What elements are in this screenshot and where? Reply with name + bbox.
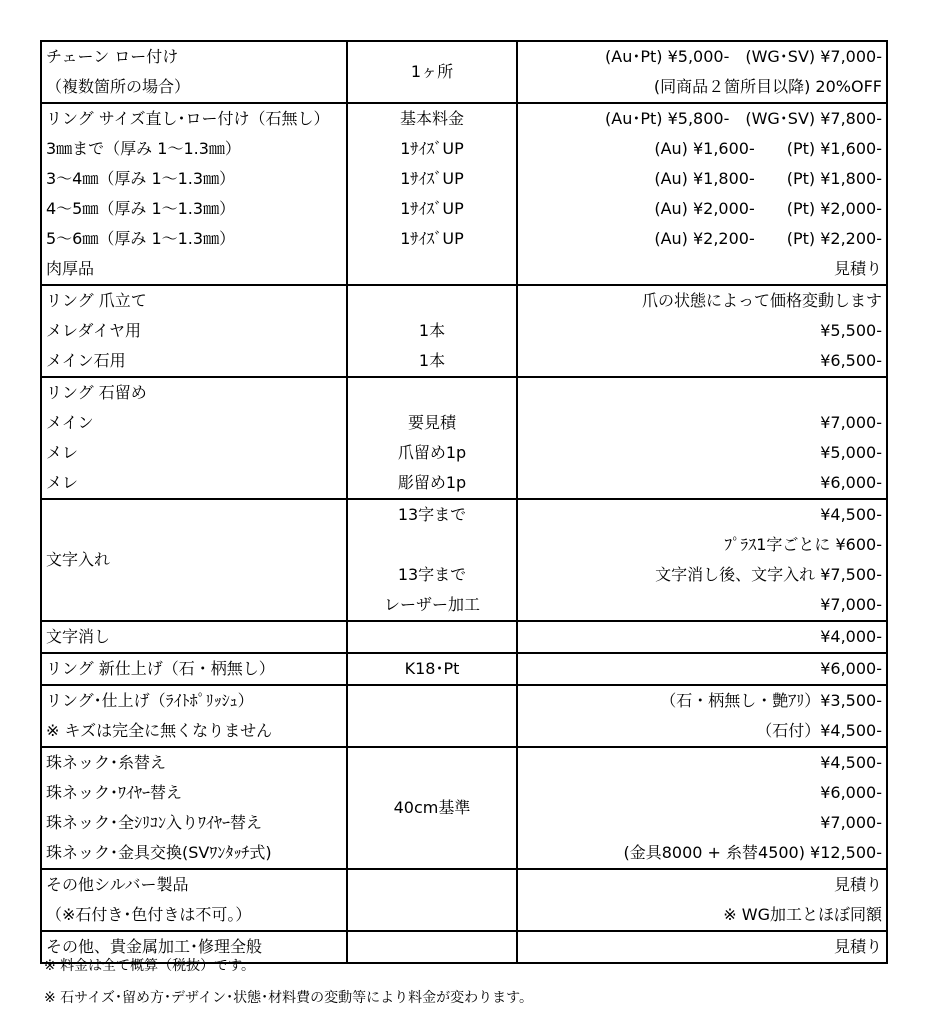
price-text: 爪の状態によって価格変動します xyxy=(641,291,882,310)
price-text: (同商品２箇所目以降) 20%OFF xyxy=(653,77,882,96)
price-cell xyxy=(517,653,887,685)
service-cell xyxy=(41,747,347,869)
unit-cell xyxy=(347,621,517,653)
unit-text: レーザー加工 xyxy=(383,595,480,614)
service-cell xyxy=(41,621,347,653)
price-cell xyxy=(517,931,887,963)
price-text: ¥4,500- xyxy=(820,505,882,524)
service-text: リング 石留め xyxy=(46,383,147,402)
service-text: メイン石用 xyxy=(46,351,126,370)
service-text: 珠ネック･糸替え xyxy=(46,753,167,772)
price-cell xyxy=(517,41,887,103)
service-cell xyxy=(41,285,347,377)
price-text: ¥6,000- xyxy=(820,473,882,492)
unit-text xyxy=(348,254,516,284)
unit-cell xyxy=(347,285,517,377)
price-text: ¥4,500- xyxy=(820,753,882,772)
service-cell xyxy=(41,377,347,499)
unit-text: 要見積 xyxy=(407,413,456,432)
price-text: ¥5,000- xyxy=(820,443,882,462)
unit-text xyxy=(348,870,516,900)
service-text: メレダイヤ用 xyxy=(46,321,142,340)
price-text: ※ WG加工とほぼ同額 xyxy=(723,905,882,924)
unit-text: 1ヶ所 xyxy=(410,62,454,81)
service-cell xyxy=(41,499,347,621)
service-text: 3㎜まで（厚み 1～1.3㎜） xyxy=(46,139,241,158)
unit-text xyxy=(348,900,516,930)
unit-text: 1ｻｲｽﾞUP xyxy=(400,199,464,218)
service-text: 文字消し xyxy=(46,627,111,646)
unit-text: 1本 xyxy=(418,321,446,340)
unit-text: K18･Pt xyxy=(404,659,460,678)
price-text: ﾌﾟﾗｽ1字ごとに ¥600- xyxy=(724,535,882,554)
table-row xyxy=(41,869,887,931)
price-text: 見積り xyxy=(833,259,882,278)
unit-text: 彫留め1p xyxy=(397,473,467,492)
price-text: (Au) ¥2,200- (Pt) ¥2,200- xyxy=(654,229,882,248)
table-row xyxy=(41,685,887,747)
price-text: （石・柄無し・艶ｱﾘ）¥3,500- xyxy=(660,691,882,710)
unit-text: 40cm基準 xyxy=(393,798,471,817)
service-text: 4～5㎜（厚み 1～1.3㎜） xyxy=(46,199,236,218)
unit-text: 1ｻｲｽﾞUP xyxy=(400,169,464,188)
price-cell xyxy=(517,747,887,869)
unit-text: 13字まで xyxy=(397,505,467,524)
service-text: リング サイズ直し･ロー付け（石無し） xyxy=(46,109,330,128)
service-text: 珠ネック･ﾜｲﾔｰ替え xyxy=(46,783,183,802)
price-cell xyxy=(517,869,887,931)
table-row xyxy=(41,747,887,869)
service-cell xyxy=(41,103,347,285)
footnotes xyxy=(44,950,533,1014)
price-table xyxy=(40,40,888,964)
service-text: その他シルバー製品 xyxy=(46,875,189,894)
unit-cell xyxy=(347,653,517,685)
service-text: 珠ネック･全ｼﾘｺﾝ入りﾜｲﾔｰ替え xyxy=(46,813,263,832)
price-text: 見積り xyxy=(833,937,882,956)
service-text: （※石付き･色付きは不可。） xyxy=(46,905,252,924)
unit-text xyxy=(348,286,516,316)
unit-text: 1本 xyxy=(418,351,446,370)
service-text: ※ キズは完全に無くなりません xyxy=(46,721,273,740)
price-sheet xyxy=(40,40,886,964)
service-text: 3～4㎜（厚み 1～1.3㎜） xyxy=(46,169,236,188)
service-text: メレ xyxy=(46,473,79,492)
unit-text: 基本料金 xyxy=(399,109,464,128)
price-text: ¥7,000- xyxy=(820,413,882,432)
service-cell xyxy=(41,653,347,685)
price-text: (金具8000 + 糸替4500) ¥12,500- xyxy=(623,843,882,862)
price-text: (Au･Pt) ¥5,800- (WG･SV) ¥7,800- xyxy=(605,109,882,128)
price-text: ¥4,000- xyxy=(820,627,882,646)
price-cell xyxy=(517,685,887,747)
price-text: ¥6,500- xyxy=(820,351,882,370)
unit-cell xyxy=(347,499,517,621)
price-cell xyxy=(517,377,887,499)
unit-text xyxy=(348,622,516,652)
price-text: 文字消し後、文字入れ ¥7,500- xyxy=(655,565,882,584)
unit-cell xyxy=(347,377,517,499)
service-text: リング･仕上げ（ﾗｲﾄﾎﾟﾘｯｼｭ） xyxy=(46,691,254,710)
service-text: メレ xyxy=(46,443,79,462)
unit-text: 13字まで xyxy=(397,565,467,584)
unit-text xyxy=(348,686,516,716)
table-row xyxy=(41,285,887,377)
price-text: （石付）¥4,500- xyxy=(756,721,882,740)
footnote-tax: ※ 料金は全て概算（税抜）です。 xyxy=(44,958,256,974)
price-text: (Au) ¥1,600- (Pt) ¥1,600- xyxy=(654,139,882,158)
price-text: ¥6,000- xyxy=(820,783,882,802)
service-text: メイン xyxy=(46,413,94,432)
price-text: ¥6,000- xyxy=(820,659,882,678)
service-text: 5～6㎜（厚み 1～1.3㎜） xyxy=(46,229,236,248)
service-text: 肉厚品 xyxy=(46,259,95,278)
price-text: ¥7,000- xyxy=(820,595,882,614)
table-row xyxy=(41,499,887,621)
service-text: チェーン ロー付け xyxy=(46,47,179,66)
unit-text: 爪留め1p xyxy=(397,443,467,462)
service-text: 文字入れ xyxy=(46,550,111,569)
service-cell xyxy=(41,685,347,747)
service-cell xyxy=(41,41,347,103)
unit-cell xyxy=(347,747,517,869)
price-cell xyxy=(517,103,887,285)
table-row xyxy=(41,103,887,285)
unit-cell xyxy=(347,41,517,103)
service-text: その他、貴金属加工･修理全般 xyxy=(46,937,263,956)
service-cell xyxy=(41,869,347,931)
price-text: (Au) ¥1,800- (Pt) ¥1,800- xyxy=(654,169,882,188)
service-text: リング 新仕上げ（石・柄無し） xyxy=(46,659,275,678)
price-text: 見積り xyxy=(833,875,882,894)
unit-cell xyxy=(347,103,517,285)
unit-text: 1ｻｲｽﾞUP xyxy=(400,139,464,158)
table-row xyxy=(41,41,887,103)
table-row xyxy=(41,621,887,653)
unit-text xyxy=(348,378,516,408)
unit-text xyxy=(348,530,516,560)
unit-text xyxy=(348,716,516,746)
price-text xyxy=(518,378,886,408)
price-text: ¥7,000- xyxy=(820,813,882,832)
price-cell xyxy=(517,621,887,653)
service-text: 珠ネック･金具交換(SVﾜﾝﾀｯﾁ式) xyxy=(46,843,272,862)
service-text: （複数箇所の場合） xyxy=(46,77,191,96)
price-cell xyxy=(517,499,887,621)
price-cell xyxy=(517,285,887,377)
unit-text: 1ｻｲｽﾞUP xyxy=(400,229,464,248)
service-text: リング 爪立て xyxy=(46,291,147,310)
footnote-price-change: ※ 石サイズ･留め方･デザイン･状態･材料費の変動等により料金が変わります。 xyxy=(44,990,533,1006)
table-row xyxy=(41,653,887,685)
price-text: (Au･Pt) ¥5,000- (WG･SV) ¥7,000- xyxy=(605,47,882,66)
price-text: ¥5,500- xyxy=(820,321,882,340)
unit-cell xyxy=(347,869,517,931)
unit-cell xyxy=(347,685,517,747)
table-row xyxy=(41,377,887,499)
price-text: (Au) ¥2,000- (Pt) ¥2,000- xyxy=(654,199,882,218)
